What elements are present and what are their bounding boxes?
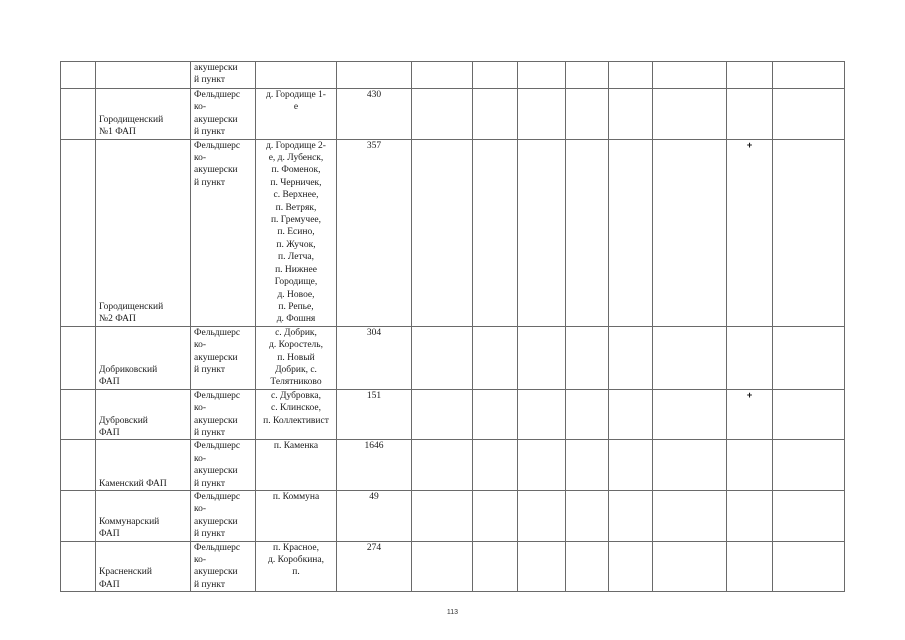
facility-type-cell-line: Фельдшерс (194, 327, 241, 338)
facility-type-cell-line: Фельдшерс (194, 140, 241, 151)
empty-cell (566, 326, 609, 389)
empty-cell (473, 440, 518, 491)
served-localities-cell-line: с. Верхнее, (273, 190, 319, 201)
table-body (61, 62, 845, 592)
served-localities-cell-line: д. Городище 2- (266, 140, 326, 151)
facility-name-cell-line: ФАП (99, 579, 120, 590)
facility-type-cell-line: ко- (194, 403, 207, 414)
empty-cell (518, 62, 566, 89)
empty-cell (473, 491, 518, 542)
facility-type-cell (191, 440, 256, 491)
empty-cell (773, 541, 845, 592)
population-cell: 274 (337, 541, 412, 592)
population-cell: 357 (337, 139, 412, 326)
served-localities-cell (256, 139, 337, 326)
table-row (61, 440, 845, 491)
empty-cell (566, 491, 609, 542)
facility-name-cell-line: ФАП (99, 377, 120, 388)
facility-type-cell-line: й пункт (194, 127, 226, 138)
table-row (61, 89, 845, 140)
empty-cell (412, 89, 473, 140)
population-cell: 1646 (337, 440, 412, 491)
facility-type-cell-line: акушерски (194, 63, 238, 73)
served-localities-cell-line: д. Фошня (276, 314, 316, 325)
empty-cell (518, 491, 566, 542)
population-cell (337, 62, 412, 89)
facility-type-cell-line: Фельдшерс (194, 390, 241, 401)
plus-mark-cell: + (727, 139, 773, 326)
empty-cell (609, 389, 653, 440)
facility-type-cell-line: й пункт (194, 579, 226, 590)
empty-cell (609, 89, 653, 140)
facility-type-cell-line: Фельдшерс (194, 441, 241, 452)
plus-mark-cell (727, 62, 773, 89)
empty-cell (773, 89, 845, 140)
facility-name-cell-line: №1 ФАП (99, 127, 136, 138)
facility-type-cell-line: ко- (194, 555, 207, 566)
facility-name-cell (96, 389, 191, 440)
empty-cell (412, 541, 473, 592)
served-localities-cell (256, 491, 337, 542)
empty-cell (566, 139, 609, 326)
facility-name-cell-line: №2 ФАП (99, 314, 136, 325)
empty-cell (518, 139, 566, 326)
empty-cell (473, 89, 518, 140)
plus-mark-cell (727, 89, 773, 140)
empty-cell (566, 89, 609, 140)
facility-name-cell-line: Городищенский (99, 301, 164, 312)
served-localities-cell-line: п. Ветряк, (275, 202, 317, 213)
row-number-cell (61, 326, 96, 389)
facility-type-cell-line: й пункт (194, 364, 226, 375)
facility-name-cell-line: Коммунарский (99, 516, 160, 527)
served-localities-cell-line: с. Добрик, (275, 327, 317, 338)
empty-cell (653, 541, 727, 592)
facility-name-cell (96, 326, 191, 389)
facility-type-cell-line: акушерски (194, 352, 238, 363)
facility-type-cell-line: й пункт (194, 177, 226, 188)
served-localities-cell-line: д. Новое, (277, 289, 315, 300)
empty-cell (412, 389, 473, 440)
facility-type-cell-line: акушерски (194, 516, 238, 527)
served-localities-cell-line: Добрик, с. (275, 364, 317, 375)
served-localities-cell-line: п. Летча, (278, 252, 314, 263)
table-row (61, 491, 845, 542)
empty-cell (412, 326, 473, 389)
served-localities-cell-line: п. Коммуна (272, 492, 320, 502)
plus-mark-cell: + (727, 389, 773, 440)
facility-type-cell (191, 62, 256, 89)
facility-type-cell (191, 389, 256, 440)
empty-cell (773, 326, 845, 389)
facility-type-cell-line: акушерски (194, 415, 238, 426)
table-row (61, 389, 845, 440)
empty-cell (609, 139, 653, 326)
table-row (61, 326, 845, 389)
empty-cell (653, 62, 727, 89)
empty-cell (412, 62, 473, 89)
empty-cell (653, 326, 727, 389)
facility-type-cell-line: акушерски (194, 165, 238, 176)
facility-type-cell (191, 491, 256, 542)
served-localities-cell-line: п. Новый (277, 352, 315, 363)
facility-name-cell (96, 541, 191, 592)
empty-cell (653, 389, 727, 440)
served-localities-cell-line: п. Нижнее (275, 264, 317, 275)
facilities-table (60, 61, 845, 592)
empty-cell (773, 440, 845, 491)
facility-type-cell-line: акушерски (194, 114, 238, 125)
empty-cell (653, 491, 727, 542)
served-localities-cell-line: п. Фоменок, (271, 165, 321, 176)
plus-mark-cell (727, 541, 773, 592)
empty-cell (518, 89, 566, 140)
served-localities-cell-line: с. Клинское, (270, 403, 322, 414)
empty-cell (609, 541, 653, 592)
served-localities-cell (256, 62, 337, 89)
facility-type-cell-line: й пункт (194, 427, 226, 438)
empty-cell (412, 440, 473, 491)
empty-cell (473, 541, 518, 592)
facility-type-cell-line: акушерски (194, 466, 238, 477)
facility-type-cell-line: й пункт (194, 478, 226, 489)
served-localities-cell-line: с. Дубровка, (271, 390, 321, 401)
facility-type-cell-line: й пункт (194, 75, 226, 86)
empty-cell (566, 541, 609, 592)
served-localities-cell-line: п. Коллективист (263, 415, 329, 426)
facility-type-cell-line: Фельдшерс (194, 492, 241, 502)
row-number-cell (61, 440, 96, 491)
served-localities-cell-line: п. Черничек, (270, 177, 322, 188)
facility-name-cell-line: Каменский ФАП (99, 478, 167, 489)
facility-name-cell-line: Дубровский (99, 415, 148, 426)
served-localities-cell-line: е, д. Лубенск, (268, 153, 324, 164)
facility-type-cell (191, 541, 256, 592)
served-localities-cell-line: д. Городище 1- (266, 90, 326, 100)
served-localities-cell-line: Городище, (274, 277, 318, 288)
plus-mark-cell (727, 440, 773, 491)
empty-cell (773, 491, 845, 542)
served-localities-cell-line: д. Коростель, (269, 340, 323, 351)
empty-cell (653, 139, 727, 326)
empty-cell (566, 62, 609, 89)
facility-name-cell-line: Красненский (99, 567, 152, 578)
empty-cell (412, 491, 473, 542)
empty-cell (518, 440, 566, 491)
served-localities-cell-line: п. Репье, (278, 301, 314, 312)
served-localities-cell (256, 389, 337, 440)
facility-name-cell (96, 491, 191, 542)
served-localities-cell-line: п. Каменка (273, 441, 319, 452)
facility-type-cell-line: Фельдшерс (194, 542, 241, 553)
empty-cell (518, 389, 566, 440)
served-localities-cell-line: п. Есино, (277, 227, 315, 238)
empty-cell (609, 62, 653, 89)
facility-type-cell (191, 89, 256, 140)
row-number-cell (61, 89, 96, 140)
served-localities-cell-line: п. Красное, (273, 542, 319, 553)
facility-type-cell-line: Фельдшерс (194, 90, 241, 100)
facility-name-cell (96, 139, 191, 326)
facility-type-cell-line: акушерски (194, 567, 238, 578)
table-row (61, 139, 845, 326)
population-cell: 151 (337, 389, 412, 440)
served-localities-cell-line: п. Гремучее, (270, 215, 322, 226)
empty-cell (518, 326, 566, 389)
served-localities-cell (256, 440, 337, 491)
facility-name-cell-line: ФАП (99, 529, 120, 540)
empty-cell (609, 440, 653, 491)
served-localities-cell-line: д. Коробкина, (268, 555, 324, 566)
plus-mark-cell (727, 326, 773, 389)
served-localities-cell-line: п. (292, 567, 300, 578)
facility-name-cell (96, 89, 191, 140)
facility-name-cell (96, 440, 191, 491)
facility-type-cell-line: ко- (194, 340, 207, 351)
empty-cell (609, 326, 653, 389)
row-number-cell (61, 389, 96, 440)
facility-type-cell-line: ко- (194, 453, 207, 464)
empty-cell (653, 89, 727, 140)
empty-cell (566, 389, 609, 440)
facility-type-cell-line: ко- (194, 504, 207, 515)
facility-name-cell-line: ФАП (99, 427, 120, 438)
row-number-cell (61, 541, 96, 592)
served-localities-cell-line: Телятниково (270, 377, 322, 388)
empty-cell (609, 491, 653, 542)
facility-type-cell-line: й пункт (194, 529, 226, 540)
facility-type-cell (191, 139, 256, 326)
empty-cell (653, 440, 727, 491)
empty-cell (518, 541, 566, 592)
empty-cell (773, 62, 845, 89)
empty-cell (473, 62, 518, 89)
facility-name-cell-line: Городищенский (99, 114, 164, 125)
population-cell: 430 (337, 89, 412, 140)
empty-cell (412, 139, 473, 326)
served-localities-cell-line: п. Жучок, (276, 239, 316, 250)
facility-type-cell-line: ко- (194, 102, 207, 113)
served-localities-cell-line: е (293, 102, 299, 113)
empty-cell (566, 440, 609, 491)
empty-cell (773, 389, 845, 440)
facility-name-cell-line: Добриковский (99, 364, 158, 375)
served-localities-cell (256, 541, 337, 592)
served-localities-cell (256, 89, 337, 140)
population-cell: 304 (337, 326, 412, 389)
page-number: 113 (446, 609, 459, 616)
row-number-cell (61, 491, 96, 542)
empty-cell (473, 139, 518, 326)
empty-cell (473, 389, 518, 440)
row-number-cell (61, 62, 96, 89)
table-row (61, 541, 845, 592)
population-cell: 49 (337, 491, 412, 542)
empty-cell (473, 326, 518, 389)
table-row (61, 62, 845, 89)
facility-type-cell (191, 326, 256, 389)
served-localities-cell (256, 326, 337, 389)
facility-type-cell-line: ко- (194, 153, 207, 164)
row-number-cell (61, 139, 96, 326)
facility-name-cell (96, 62, 191, 89)
empty-cell (773, 139, 845, 326)
plus-mark-cell (727, 491, 773, 542)
